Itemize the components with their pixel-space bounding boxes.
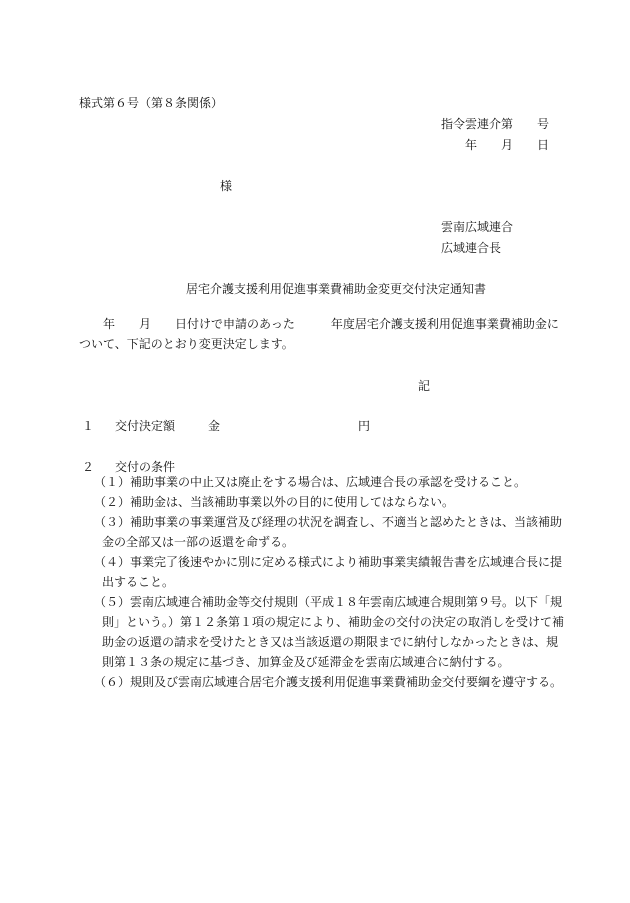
condition-line: 金の全部又は一部の返還を命ずる。 bbox=[102, 535, 295, 549]
condition-line: （４）事業完了後速やかに別に定める様式により補助事業実績報告書を広域連合長に提 bbox=[94, 555, 563, 569]
condition-line: 出すること。 bbox=[102, 575, 175, 589]
conditions-list bbox=[94, 472, 564, 692]
item1-kin: 金 bbox=[208, 419, 221, 433]
item2-label: 交付の条件 bbox=[115, 460, 176, 474]
addressee-suffix: 様 bbox=[220, 179, 233, 193]
document-title: 居宅介護支援利用促進事業費補助金変更交付決定通知書 bbox=[186, 282, 487, 296]
item1-en: 円 bbox=[358, 419, 371, 433]
condition-line: （５）雲南広域連合補助金等交付規則（平成１８年雲南広域連合規則第９号。以下「規 bbox=[94, 595, 563, 609]
condition-line: （６）規則及び雲南広域連合居宅介護支援利用促進事業費補助金交付要綱を遵守する。 bbox=[94, 675, 563, 689]
condition-line: 則第１３条の規定に基づき、加算金及び延滞金を雲南広域連合に納付する。 bbox=[102, 655, 510, 669]
document-number: 指令雲連介第 号 bbox=[441, 117, 550, 131]
intro-paragraph bbox=[79, 314, 559, 354]
condition-line: （２）補助金は、当該補助事業以外の目的に使用してはならない。 bbox=[94, 495, 455, 509]
intro-line: ついて、下記のとおり変更決定します。 bbox=[79, 337, 294, 351]
condition-line: （３）補助事業の事業運営及び経理の状況を調査し、不適当と認めたときは、当該補助 bbox=[94, 515, 563, 529]
item1-number: １ bbox=[82, 419, 95, 433]
issuer-organization: 雲南広域連合 bbox=[441, 220, 514, 234]
form-label: 様式第６号（第８条関係） bbox=[79, 96, 224, 110]
item1-label: 交付決定額 bbox=[115, 419, 176, 433]
condition-line: （１）補助事業の中止又は廃止をする場合は、広域連合長の承認を受けること。 bbox=[94, 475, 527, 489]
intro-line: 年 月 日付けで申請のあった 年度居宅介護支援利用促進事業費補助金に bbox=[103, 317, 559, 331]
document-date: 年 月 日 bbox=[465, 138, 550, 152]
condition-line: 助金の返還の請求を受けたとき又は当該返還の期限までに納付しなかったときは、規 bbox=[102, 635, 559, 649]
item2-number: ２ bbox=[82, 460, 95, 474]
ki-heading: 記 bbox=[418, 379, 431, 393]
condition-line: 則」という。）第１２条第１項の規定により、補助金の交付の決定の取消しを受けて補 bbox=[102, 615, 565, 629]
issuer-title: 広域連合長 bbox=[441, 241, 502, 255]
